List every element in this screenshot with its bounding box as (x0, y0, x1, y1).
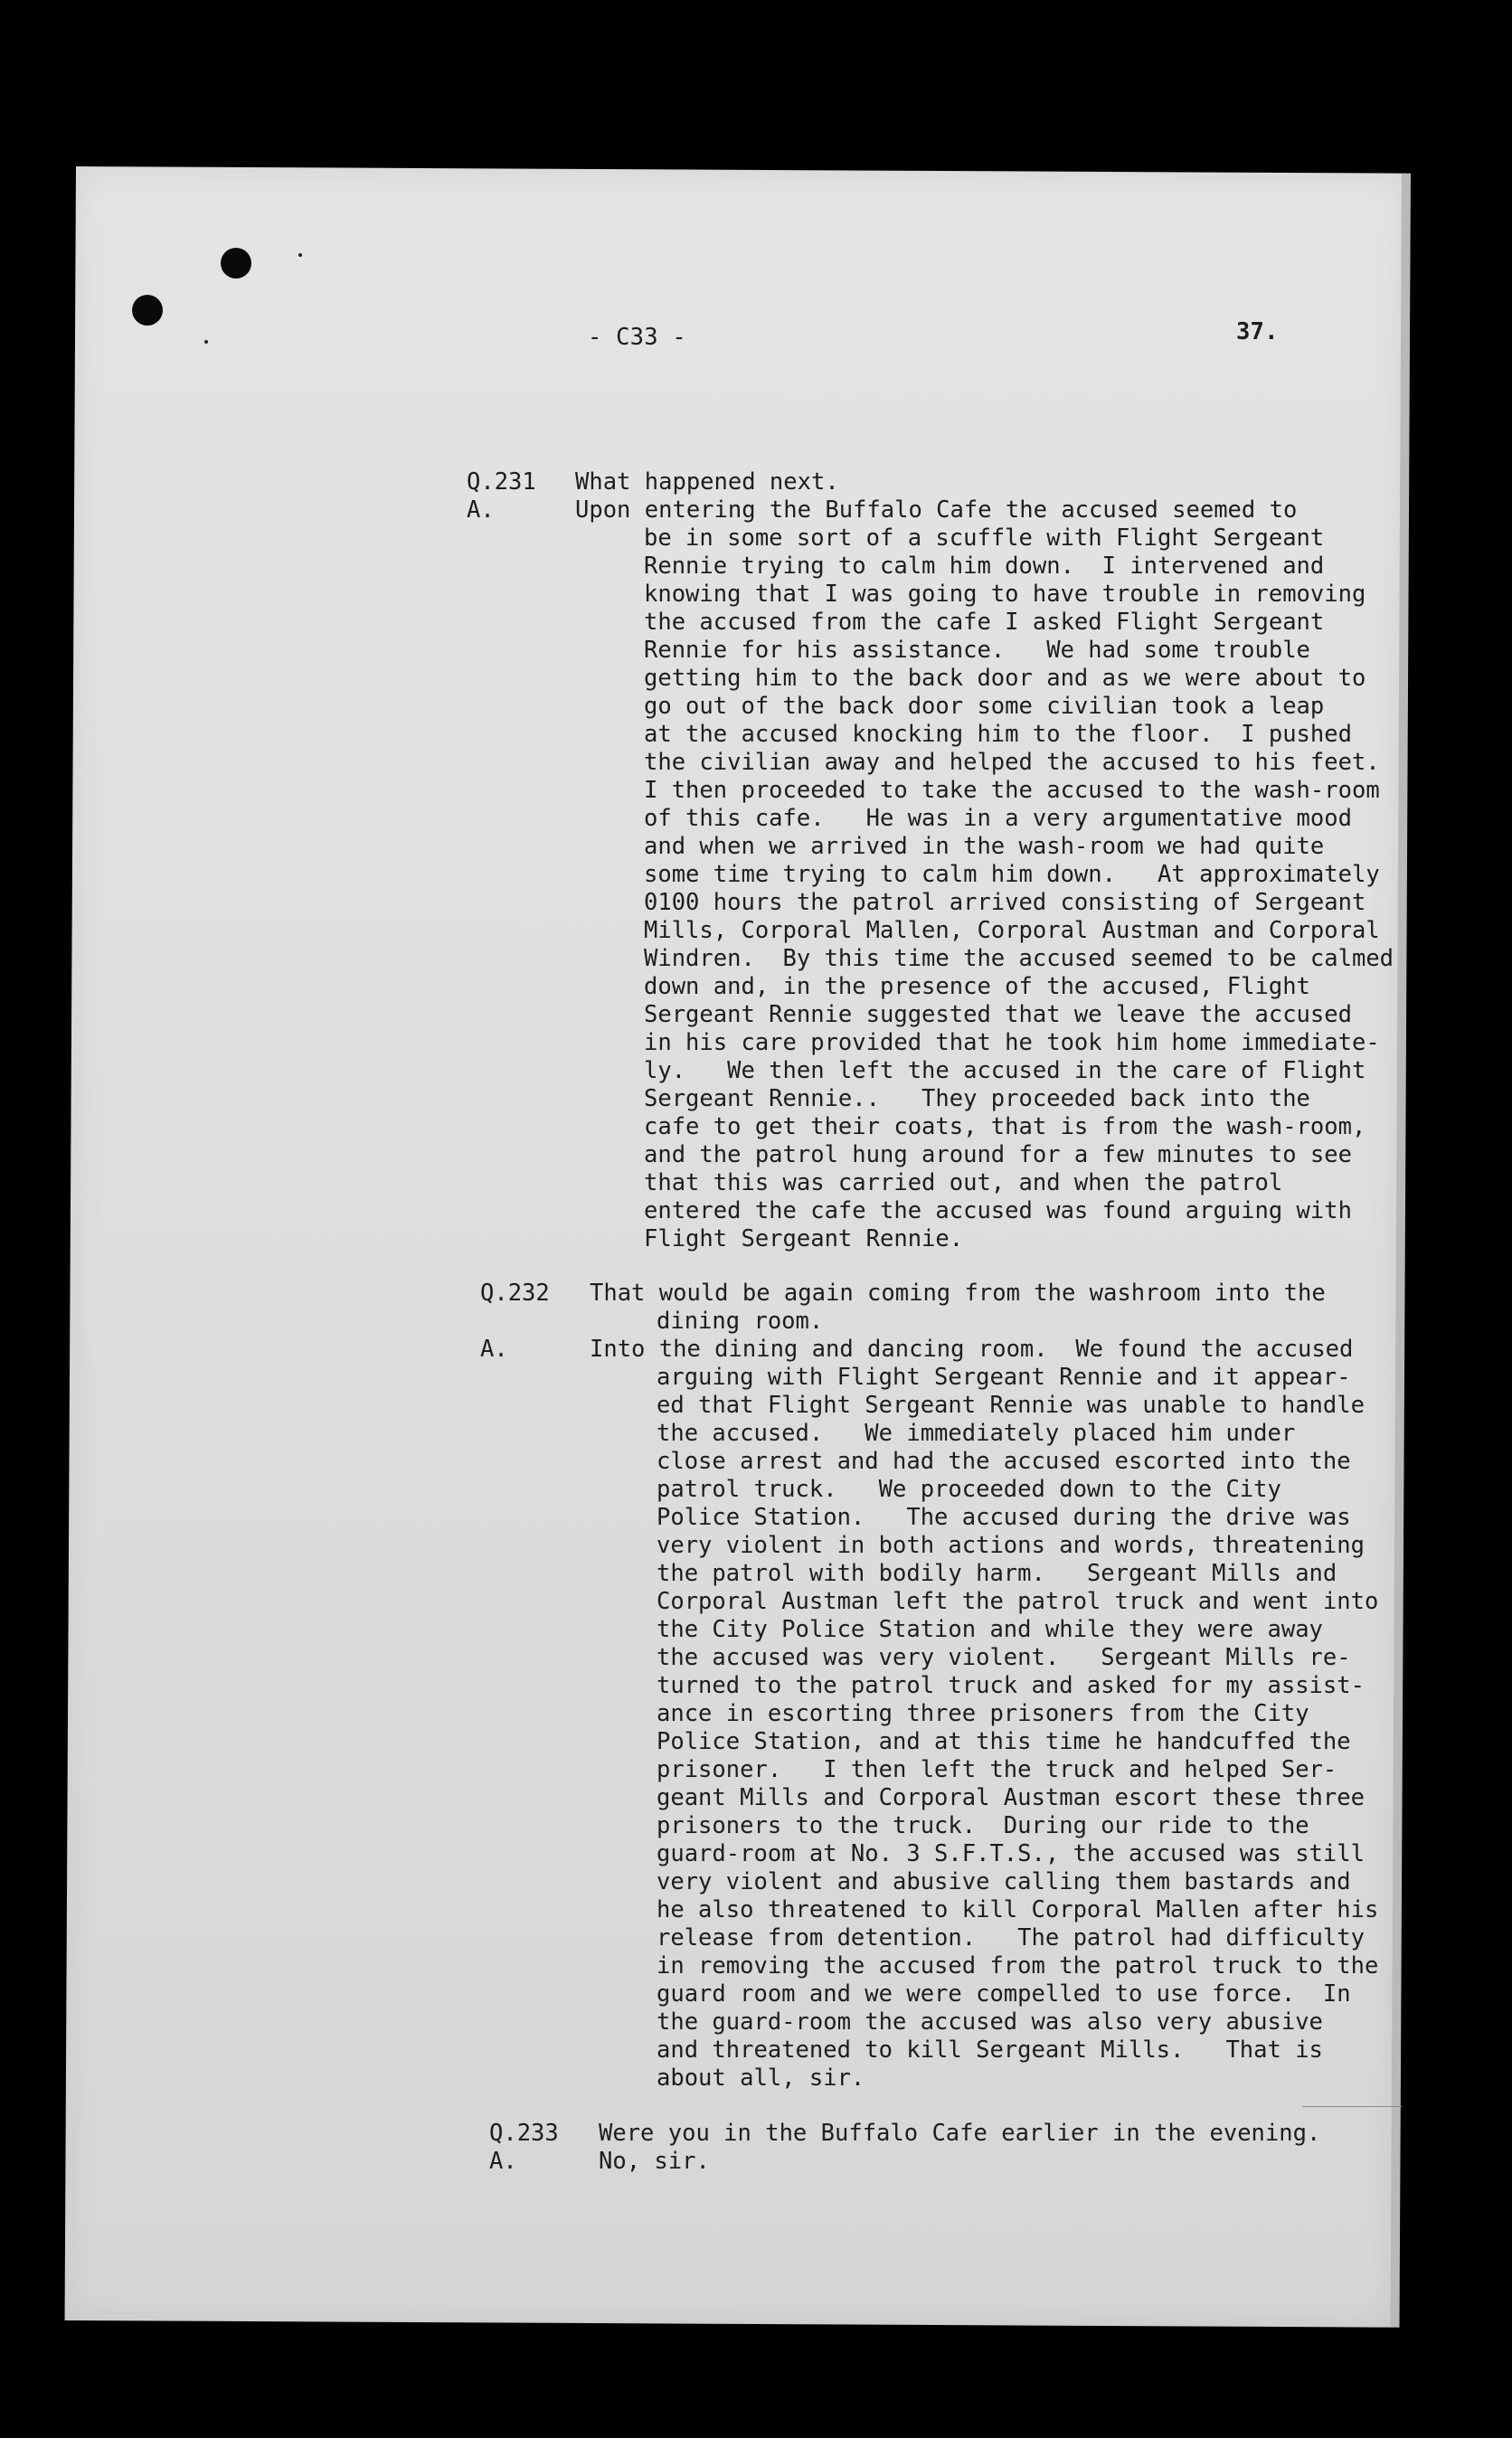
answer-text: geant Mills and Corporal Austman escort these three (657, 1784, 1365, 1811)
underline-rule (1302, 2106, 1402, 2107)
answer-text: Into the dining and dancing room. We found the accused (590, 1336, 1354, 1363)
answer-text: he also threatened to kill Corporal Mallen after his (657, 1896, 1379, 1923)
answer-text: prisoner. I then left the truck and helped Ser- (657, 1756, 1337, 1783)
answer-text: in removing the accused from the patrol truck to the (657, 1952, 1379, 1980)
answer-text: Police Station, and at this time he handcuffed the (657, 1728, 1351, 1755)
answer-text: Windren. By this time the accused seemed to be calmed (644, 945, 1394, 972)
answer-text: Rennie trying to calm him down. I intervened and (644, 553, 1325, 580)
answer-text: ance in escorting three prisoners from the City (657, 1700, 1309, 1727)
question-text: That would be again coming from the washroom into the (590, 1280, 1326, 1307)
answer-text: and the patrol hung around for a few minutes to see (644, 1141, 1352, 1168)
answer-text: turned to the patrol truck and asked for my assist- (657, 1672, 1365, 1699)
answer-text: Mills, Corporal Mallen, Corporal Austman and Corporal (644, 917, 1380, 944)
answer-text: at the accused knocking him to the floor. I pushed (644, 721, 1352, 748)
answer-text: and threatened to kill Sergeant Mills. That is (657, 2036, 1323, 2064)
answer-text: down and, in the presence of the accused, Flight (644, 973, 1310, 1000)
page-edge (1391, 174, 1411, 2328)
question-text: dining room. (657, 1308, 824, 1335)
answer-text: in his care provided that he took him home immediate- (644, 1029, 1380, 1056)
answer-text: Rennie for his assistance. We had some trouble (644, 637, 1310, 664)
answer-text: I then proceeded to take the accused to the wash-room (644, 777, 1380, 804)
answer-text: and when we arrived in the wash-room we had quite (644, 833, 1325, 860)
answer-text: Police Station. The accused during the drive was (657, 1504, 1351, 1531)
answer-label: A. (480, 1336, 508, 1363)
question-label: Q.232 (480, 1280, 550, 1307)
punch-hole-bottom (132, 295, 163, 326)
answer-text: the guard-room the accused was also very abusive (657, 2008, 1323, 2036)
question-label: Q.231 (467, 468, 536, 496)
answer-text: knowing that I was going to have trouble in removing (644, 581, 1366, 608)
answer-text: Corporal Austman left the patrol truck and went into (657, 1588, 1379, 1615)
page-header: - C33 - (588, 324, 686, 351)
answer-text: the accused. We immediately placed him under (657, 1420, 1296, 1447)
answer-text: entered the cafe the accused was found arguing with (644, 1197, 1352, 1224)
speck (204, 340, 208, 344)
punch-hole-top (221, 248, 251, 279)
answer-text: the accused from the cafe I asked Flight Sergeant (644, 609, 1325, 636)
answer-text: of this cafe. He was in a very argumentative mood (644, 805, 1352, 832)
answer-text: close arrest and had the accused escorted into the (657, 1448, 1351, 1475)
answer-label: A. (489, 2148, 517, 2175)
answer-text: be in some sort of a scuffle with Flight Sergeant (644, 524, 1325, 552)
page-number: 37. (1236, 318, 1279, 345)
question-text: What happened next. (575, 468, 839, 496)
answer-text: very violent in both actions and words, threatening (657, 1532, 1365, 1559)
question-text: Were you in the Buffalo Cafe earlier in the evening. (599, 2120, 1321, 2147)
answer-text: Flight Sergeant Rennie. (644, 1225, 964, 1252)
answer-text: release from detention. The patrol had difficulty (657, 1924, 1365, 1951)
answer-label: A. (467, 496, 495, 524)
answer-text: that this was carried out, and when the patrol (644, 1169, 1283, 1196)
answer-text: about all, sir. (657, 2065, 865, 2092)
answer-text: the civilian away and helped the accused to his feet. (644, 749, 1380, 776)
speck (298, 253, 302, 257)
answer-text: Sergeant Rennie.. They proceeded back into the (644, 1085, 1310, 1112)
answer-text: the accused was very violent. Sergeant Mills re- (657, 1644, 1351, 1671)
answer-text: 0100 hours the patrol arrived consisting of Sergeant (644, 889, 1366, 916)
answer-text: arguing with Flight Sergeant Rennie and it appear- (657, 1364, 1351, 1391)
answer-text: patrol truck. We proceeded down to the City (657, 1476, 1281, 1503)
answer-text: ed that Flight Sergeant Rennie was unable to handle (657, 1392, 1365, 1419)
answer-text: the City Police Station and while they were away (657, 1616, 1323, 1643)
answer-text: getting him to the back door and as we were about to (644, 665, 1366, 692)
answer-text: Sergeant Rennie suggested that we leave the accused (644, 1001, 1352, 1028)
answer-text: cafe to get their coats, that is from the wash-room, (644, 1113, 1366, 1140)
answer-text: guard room and we were compelled to use force. In (657, 1980, 1351, 2008)
answer-text: ly. We then left the accused in the care of Flight (644, 1057, 1366, 1084)
answer-text: go out of the back door some civilian took a leap (644, 693, 1325, 720)
answer-text: the patrol with bodily harm. Sergeant Mills and (657, 1560, 1337, 1587)
question-label: Q.233 (489, 2120, 559, 2147)
answer-text: very violent and abusive calling them bastards and (657, 1868, 1351, 1895)
answer-text: some time trying to calm him down. At approximately (644, 861, 1380, 888)
answer-text: prisoners to the truck. During our ride to the (657, 1812, 1309, 1839)
answer-text: guard-room at No. 3 S.F.T.S., the accused was still (657, 1840, 1365, 1867)
answer-text: Upon entering the Buffalo Cafe the accused seemed to (575, 496, 1298, 524)
answer-text: No, sir. (599, 2148, 710, 2175)
